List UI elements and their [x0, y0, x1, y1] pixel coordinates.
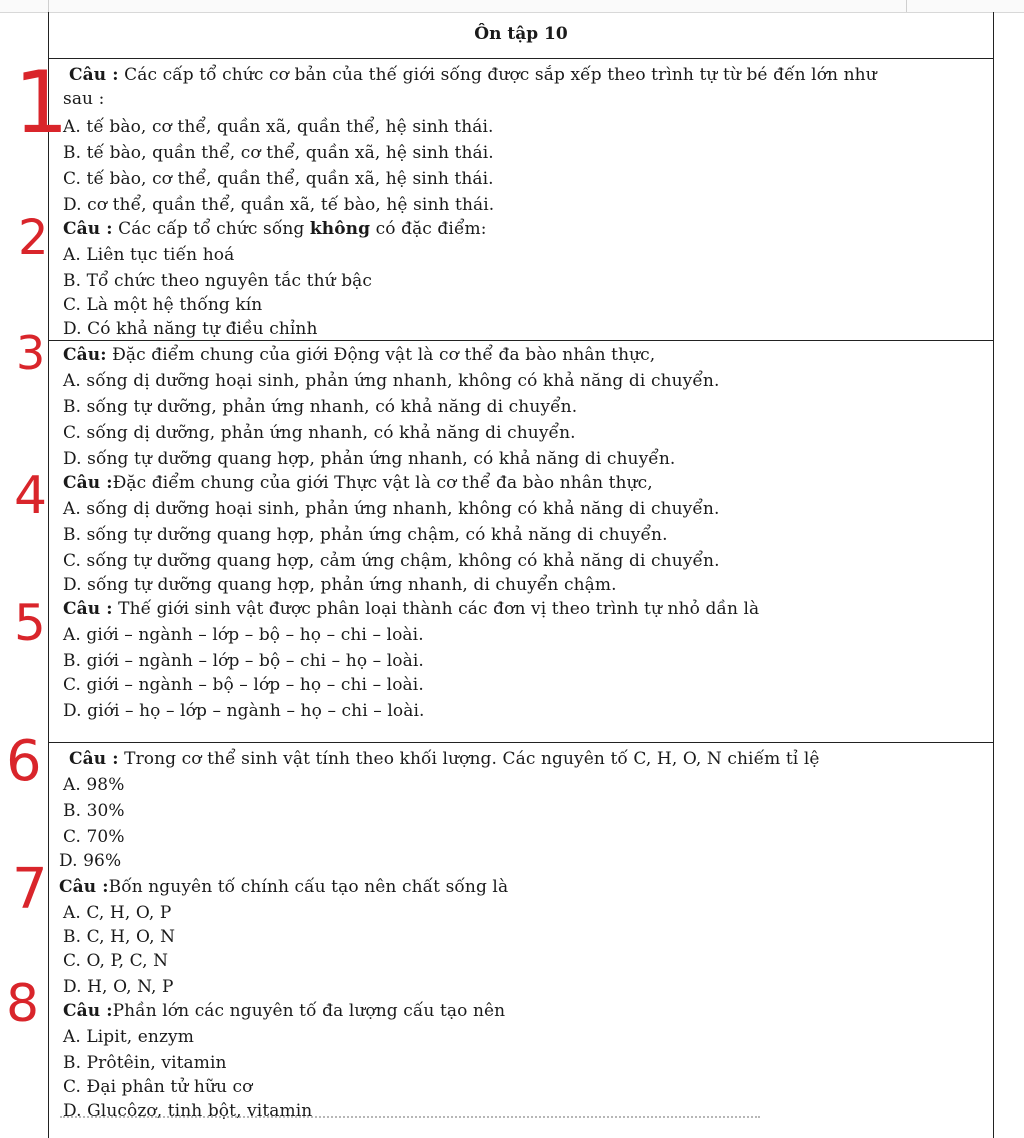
- divider: [49, 340, 993, 341]
- q5-option-a: A. giới – ngành – lớp – bộ – họ – chi – loài.: [63, 625, 424, 645]
- marker-1: 1: [14, 53, 69, 153]
- q3-option-c: C. sống dị dưỡng, phản ứng nhanh, có khả năng di chuyển.: [63, 423, 576, 443]
- q2-stem: Câu : Các cấp tổ chức sống không có đặc điểm:: [63, 219, 487, 239]
- marker-4: 4: [14, 466, 48, 526]
- q8-option-c: C. Đại phân tử hữu cơ: [63, 1077, 253, 1097]
- marker-8: 8: [6, 974, 40, 1034]
- q1-option-d: D. cơ thể, quần thể, quần xã, tế bào, hệ sinh thái.: [63, 195, 495, 215]
- q3-stem: Câu: Đặc điểm chung của giới Động vật là cơ thể đa bào nhân thực,: [63, 345, 656, 365]
- q8-option-d: D. Glucôzơ, tinh bột, vitamin: [63, 1101, 313, 1121]
- q4-option-d: D. sống tự dưỡng quang hợp, phản ứng nhanh, di chuyển chậm.: [63, 575, 617, 595]
- q1-option-b: B. tế bào, quần thể, cơ thể, quần xã, hệ sinh thái.: [63, 143, 494, 163]
- marker-3: 3: [16, 326, 46, 380]
- page-title: Ôn tập 10: [474, 24, 568, 44]
- q2-option-b: B. Tổ chức theo nguyên tắc thứ bậc: [63, 271, 373, 291]
- q6-option-a: A. 98%: [63, 775, 125, 795]
- q6-option-c: C. 70%: [63, 827, 125, 847]
- q7-option-c: C. O, P, C, N: [63, 951, 169, 971]
- q5-option-b: B. giới – ngành – lớp – bộ – chi – họ – loài.: [63, 651, 424, 671]
- q8-stem: Câu :Phần lớn các nguyên tố đa lượng cấu tạo nên: [63, 1001, 506, 1021]
- q1-option-a: A. tế bào, cơ thể, quần xã, quần thể, hệ sinh thái.: [63, 117, 494, 137]
- cut-off-text-line: [60, 1116, 760, 1126]
- divider: [49, 58, 993, 59]
- q7-stem: Câu :Bốn nguyên tố chính cấu tạo nên chất sống là: [59, 877, 509, 897]
- document-table: [48, 12, 994, 1138]
- q6-stem: Câu : Trong cơ thể sinh vật tính theo khối lượng. Các nguyên tố C, H, O, N chiếm tỉ lệ: [69, 749, 820, 769]
- q2-option-a: A. Liên tục tiến hoá: [63, 245, 235, 265]
- marker-2: 2: [18, 210, 49, 266]
- q8-option-b: B. Prôtêin, vitamin: [63, 1053, 227, 1073]
- q7-option-a: A. C, H, O, P: [63, 903, 172, 923]
- q4-stem: Câu :Đặc điểm chung của giới Thực vật là cơ thể đa bào nhân thực,: [63, 473, 653, 493]
- q4-option-b: B. sống tự dưỡng quang hợp, phản ứng chậm, có khả năng di chuyển.: [63, 525, 668, 545]
- q2-option-c: C. Là một hệ thống kín: [63, 295, 263, 315]
- q5-option-d: D. giới – họ – lớp – ngành – họ – chi – loài.: [63, 701, 425, 721]
- divider: [49, 742, 993, 743]
- q4-option-a: A. sống dị dưỡng hoại sinh, phản ứng nhanh, không có khả năng di chuyển.: [63, 499, 720, 519]
- q7-option-b: B. C, H, O, N: [63, 927, 176, 947]
- q1-option-c: C. tế bào, cơ thể, quần thể, quần xã, hệ sinh thái.: [63, 169, 494, 189]
- q6-option-d: D. 96%: [59, 851, 122, 871]
- q1-stem: Câu : Các cấp tổ chức cơ bản của thế giới sống được sắp xếp theo trình tự từ bé đến lớn như: [69, 65, 877, 85]
- q1-stem-cont: sau :: [63, 89, 105, 109]
- q3-option-b: B. sống tự dưỡng, phản ứng nhanh, có khả năng di chuyển.: [63, 397, 578, 417]
- q2-option-d: D. Có khả năng tự điều chỉnh: [63, 319, 318, 339]
- q3-option-d: D. sống tự dưỡng quang hợp, phản ứng nhanh, có khả năng di chuyển.: [63, 449, 676, 469]
- q8-option-a: A. Lipit, enzym: [63, 1027, 194, 1047]
- q4-option-c: C. sống tự dưỡng quang hợp, cảm ứng chậm, không có khả năng di chuyển.: [63, 551, 720, 571]
- marker-5: 5: [14, 594, 46, 652]
- marker-7: 7: [12, 857, 48, 922]
- q5-stem: Câu : Thế giới sinh vật được phân loại thành các đơn vị theo trình tự nhỏ dần là: [63, 599, 760, 619]
- marker-6: 6: [6, 729, 42, 794]
- q7-option-d: D. H, O, N, P: [63, 977, 174, 997]
- q5-option-c: C. giới – ngành – bộ – lớp – họ – chi – loài.: [63, 675, 424, 695]
- q3-option-a: A. sống dị dưỡng hoại sinh, phản ứng nhanh, không có khả năng di chuyển.: [63, 371, 720, 391]
- q6-option-b: B. 30%: [63, 801, 125, 821]
